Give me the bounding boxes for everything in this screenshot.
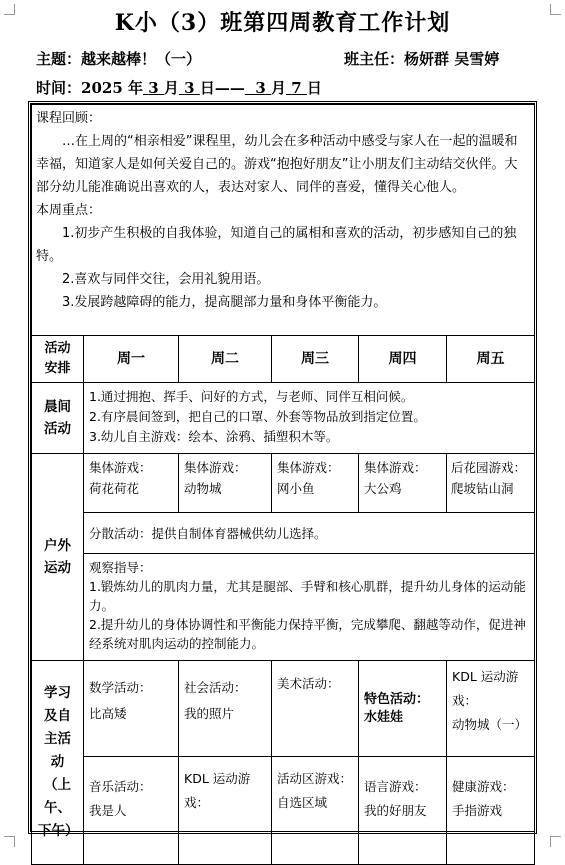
- morning-item-2: 2.有序晨间签到，把自己的口罩、外套等物品放到指定位置。: [89, 409, 426, 424]
- learning-monday-1: 数学活动： 比高矮: [84, 661, 179, 757]
- day-tuesday: 周二: [179, 336, 272, 383]
- observe-item-1: 1.锻炼幼儿的肌肉力量，尤其是腿部、手臂和核心肌群，提升幼儿身体的运动能力。: [89, 579, 526, 613]
- crop-mark-bottom-right: [550, 836, 561, 847]
- plan-table: [31, 104, 535, 865]
- time-line: [36, 77, 322, 98]
- learning-wednesday-2: 活动区游戏： 自选区域: [272, 757, 359, 865]
- page-title: K小（3）班第四周教育工作计划: [114, 10, 451, 36]
- time-label: 时间：: [36, 79, 82, 97]
- morning-content: [84, 383, 535, 454]
- outdoor-observe: [84, 554, 535, 661]
- teacher-line: [344, 48, 499, 69]
- start-month: 3: [148, 79, 159, 97]
- month-unit-2: 月: [270, 79, 286, 97]
- learning-monday-2: 音乐活动： 我是人: [84, 757, 179, 865]
- outdoor-game-wednesday: 集体游戏： 网小鱼: [272, 454, 359, 513]
- teacher-label: 班主任：: [344, 50, 405, 68]
- morning-label: 晨间活动: [32, 383, 84, 454]
- day-wednesday: 周三: [272, 336, 359, 383]
- outdoor-scattered: 分散活动：提供自制体育器械供幼儿选择。: [84, 513, 535, 554]
- review-cell: [32, 105, 535, 336]
- learning-row-1: [32, 661, 535, 757]
- outdoor-games-row: [32, 454, 535, 513]
- observe-label: 观察指导：: [89, 560, 152, 575]
- review-label: 课程回顾：: [36, 111, 102, 126]
- learning-tuesday-2: KDL 运动游戏：: [179, 757, 272, 865]
- start-day: 3: [184, 79, 195, 97]
- morning-row: [32, 383, 535, 454]
- day-unit: 日: [199, 79, 215, 97]
- learning-label: 学习及自主活动（上午、下午）: [32, 661, 84, 865]
- outdoor-game-tuesday: 集体游戏： 动物城: [179, 454, 272, 513]
- review-text: …在上周的“相亲相爱”课程里，幼儿会在多种活动中感受与家人在一起的温暖和幸福，知道家人是如何关爱自己的。游戏“抱抱好朋友”让小朋友们主动结交伙伴。大部分幼儿能准确说出喜欢的人，表达对家人、同伴的喜爱，懂得关心他人。: [36, 134, 518, 195]
- review-row: [32, 105, 535, 336]
- date-dash: ——: [214, 79, 245, 97]
- outdoor-game-friday: 后花园游戏： 爬坡钻山洞: [447, 454, 535, 513]
- theme-label: 主题：: [36, 50, 82, 68]
- learning-row-2: [32, 757, 535, 865]
- outdoor-game-monday: 集体游戏： 荷花荷花: [84, 454, 179, 513]
- end-day: 7: [291, 79, 302, 97]
- end-month: 3: [255, 79, 266, 97]
- day-monday: 周一: [84, 336, 179, 383]
- learning-thursday-2: 语言游戏： 我的好朋友: [359, 757, 447, 865]
- morning-item-1: 1.通过拥抱、挥手、问好的方式，与老师、同伴互相问候。: [89, 389, 414, 404]
- focus-label: 本周重点：: [36, 203, 102, 218]
- theme-line: [36, 48, 201, 69]
- crop-mark-bottom-left: [4, 836, 15, 847]
- year-unit: 年: [128, 79, 144, 97]
- day-thursday: 周四: [359, 336, 447, 383]
- schedule-corner: 活动安排: [32, 336, 84, 383]
- day-unit-2: 日: [306, 79, 322, 97]
- learning-tuesday-1: 社会活动： 我的照片: [179, 661, 272, 757]
- focus-item-3: 3.发展跨越障碍的能力，提高腿部力量和身体平衡能力。: [62, 295, 387, 310]
- month-unit: 月: [163, 79, 179, 97]
- outdoor-scattered-row: [32, 513, 535, 554]
- teacher-names: 杨妍群 吴雪婷: [404, 50, 500, 68]
- day-friday: 周五: [447, 336, 535, 383]
- morning-item-3: 3.幼儿自主游戏：绘本、涂鸦、插塑积木等。: [89, 429, 339, 444]
- learning-friday-2: 健康游戏： 手指游戏: [447, 757, 535, 865]
- outdoor-observe-row: [32, 554, 535, 661]
- observe-item-2: 2.提升幼儿的身体协调性和平衡能力保持平衡，完成攀爬、翻越等动作，促进神经系统对肌肉运动的控制能力。: [89, 617, 526, 651]
- outdoor-label: 户外运动: [32, 454, 84, 661]
- theme-value: 越来越棒！（一）: [81, 50, 202, 68]
- focus-item-2: 2.喜欢与同伴交往，会用礼貌用语。: [62, 272, 270, 287]
- outdoor-game-thursday: 集体游戏： 大公鸡: [359, 454, 447, 513]
- focus-item-1: 1.初步产生积极的自我体验，知道自己的属相和喜欢的活动，初步感知自己的独特。: [36, 226, 517, 264]
- schedule-header-row: [32, 336, 535, 383]
- learning-thursday-1: 特色活动： 水娃娃: [359, 661, 447, 757]
- learning-friday-1: KDL 运动游戏： 动物城（一）: [447, 661, 535, 757]
- year: 2025: [81, 79, 123, 97]
- learning-wednesday-1: 美术活动：: [272, 661, 359, 757]
